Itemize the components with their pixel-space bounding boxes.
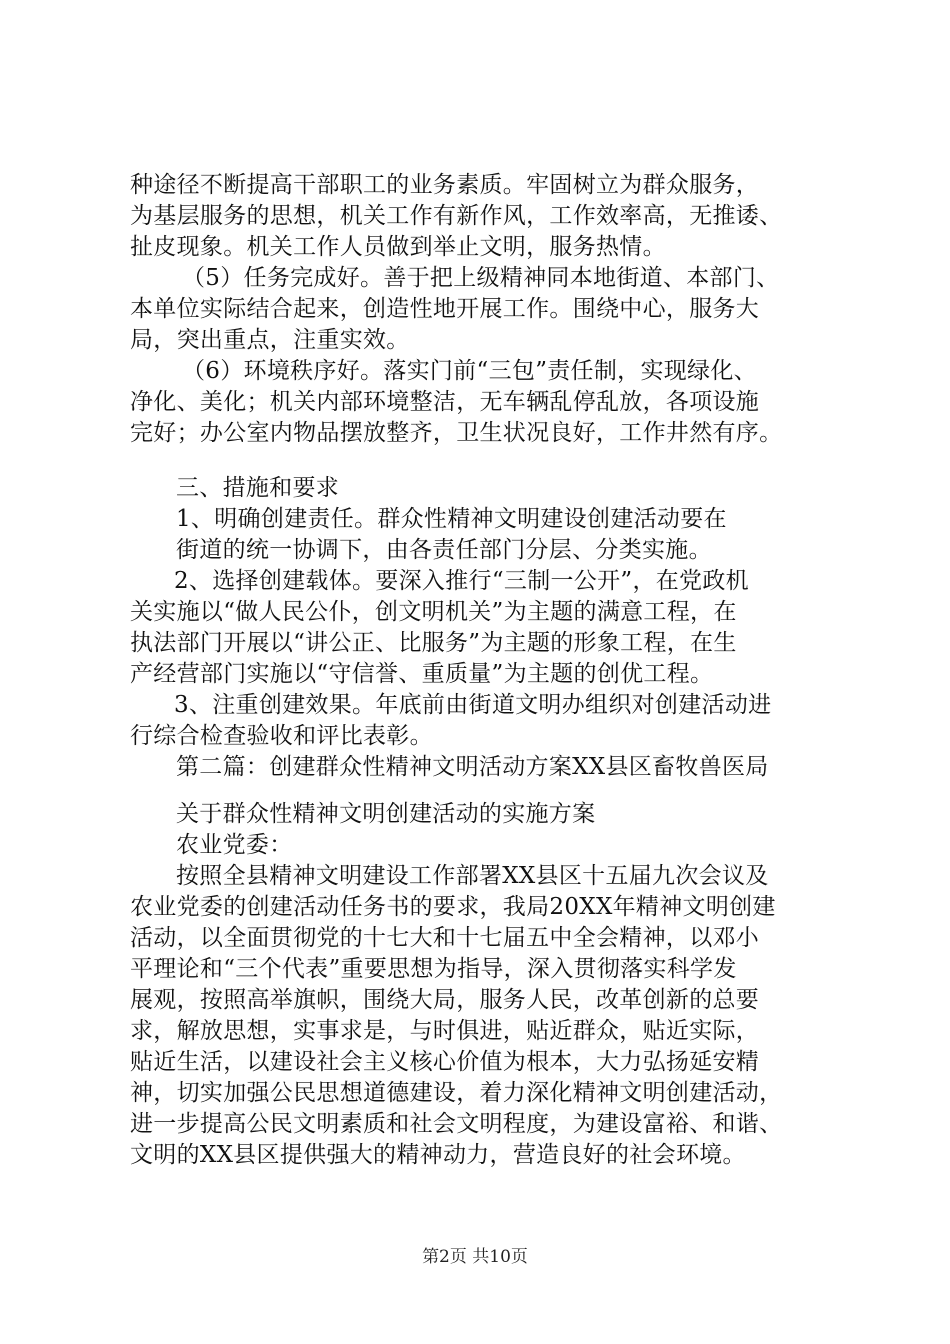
paragraph-line: （6）环境秩序好。落实门前“三包”责任制，实现绿化、 <box>182 358 757 384</box>
paragraph-line: 贴近生活，以建设社会主义核心价值为根本，大力弘扬延安精 <box>130 1049 760 1075</box>
section-heading: 三、措施和要求 <box>176 475 340 501</box>
paragraph-line: 产经营部门实施以“守信誉、重质量”为主题的创优工程。 <box>130 661 714 687</box>
document-body <box>130 170 850 1171</box>
paragraph-line: 平理论和“三个代表”重要思想为指导，深入贯彻落实科学发 <box>130 956 737 982</box>
paragraph-line: 2、选择创建载体。要深入推行“三制一公开”，在党政机 <box>174 568 749 594</box>
paragraph-line: 净化、美化；机关内部环境整洁，无车辆乱停乱放，各项设施 <box>130 389 760 415</box>
paragraph-line: 种途径不断提高干部职工的业务素质。牢固树立为群众服务， <box>130 172 760 198</box>
paragraph-line: （5）任务完成好。善于把上级精神同本地街道、本部门、 <box>182 265 780 291</box>
salutation: 农业党委： <box>176 832 293 858</box>
paragraph-line: 局，突出重点，注重实效。 <box>130 327 410 353</box>
page-number-footer: 第2页 共10页 <box>422 1247 528 1267</box>
paragraph-line: 文明的XX县区提供强大的精神动力，营造良好的社会环境。 <box>130 1142 746 1168</box>
paragraph-gap <box>130 449 850 473</box>
paragraph-line: 按照全县精神文明建设工作部署XX县区十五届九次会议及 <box>176 863 769 889</box>
paragraph-line: 行综合检查验收和评比表彰。 <box>130 723 433 749</box>
paragraph-line: 农业党委的创建活动任务书的要求，我局20XX年精神文明创建 <box>130 894 776 920</box>
section-heading: 第二篇：创建群众性精神文明活动方案XX县区畜牧兽医局 <box>176 754 769 780</box>
paragraph-gap <box>130 783 850 799</box>
document-subtitle: 关于群众性精神文明创建活动的实施方案 <box>176 801 596 827</box>
paragraph-line: 关实施以“做人民公仆，创文明机关”为主题的满意工程，在 <box>130 599 737 625</box>
paragraph-line: 执法部门开展以“讲公正、比服务”为主题的形象工程，在生 <box>130 630 737 656</box>
paragraph-line: 1、明确创建责任。群众性精神文明建设创建活动要在 <box>176 506 727 532</box>
paragraph-line: 本单位实际结合起来，创造性地开展工作。围绕中心，服务大 <box>130 296 760 322</box>
paragraph-line: 为基层服务的思想，机关工作有新作风，工作效率高，无推诿、 <box>130 203 783 229</box>
paragraph-line: 完好；办公室内物品摆放整齐，卫生状况良好，工作井然有序。 <box>130 420 783 446</box>
paragraph-line: 扯皮现象。机关工作人员做到举止文明，服务热情。 <box>130 234 666 260</box>
paragraph-line: 展观，按照高举旗帜，围绕大局，服务人民，改革创新的总要 <box>130 987 760 1013</box>
paragraph-line: 神，切实加强公民思想道德建设，着力深化精神文明创建活动， <box>130 1080 783 1106</box>
paragraph-line: 街道的统一协调下，由各责任部门分层、分类实施。 <box>176 537 712 563</box>
paragraph-line: 进一步提高公民文明素质和社会文明程度，为建设富裕、和谐、 <box>130 1111 783 1137</box>
paragraph-line: 求，解放思想，实事求是，与时俱进，贴近群众，贴近实际， <box>130 1018 760 1044</box>
paragraph-line: 活动，以全面贯彻党的十七大和十七届五中全会精神，以邓小 <box>130 925 760 951</box>
paragraph-line: 3、注重创建效果。年底前由街道文明办组织对创建活动进 <box>174 692 772 718</box>
